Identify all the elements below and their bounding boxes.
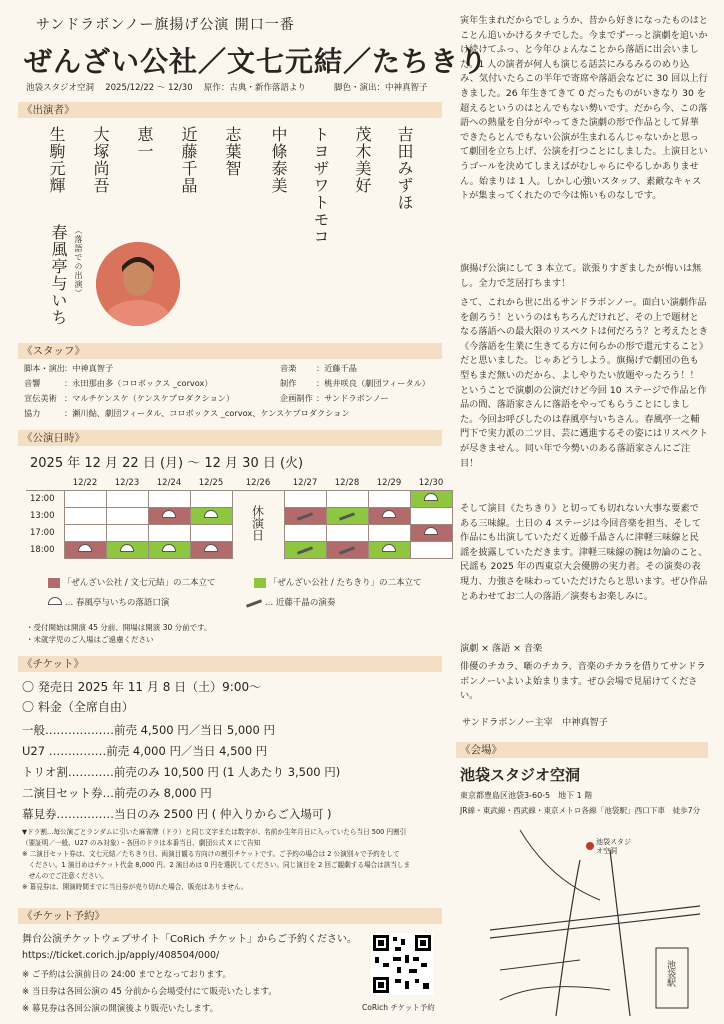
price-line: U27 ……………前売 4,000 円／当日 4,500 円	[22, 744, 268, 758]
shamisen-icon	[297, 546, 313, 554]
qr-caption: CoRich チケット予約	[362, 1003, 435, 1012]
reserve-line: 舞台公演チケットウェブサイト「CoRich チケット」からご予約ください。	[22, 934, 357, 945]
map-station-label: 池袋駅	[665, 960, 675, 987]
schedule-heading: 《公演日時》	[18, 430, 442, 446]
reserve-note: ※ ご予約は公演前日の 24:00 までとなっております。	[22, 970, 232, 980]
cast-name: 茂木美好	[353, 126, 372, 194]
fan-icon	[120, 544, 134, 552]
shamisen-icon	[297, 512, 313, 520]
date-header: 12/30	[410, 476, 452, 490]
venue-short: 池袋スタジオ空洞	[26, 83, 95, 93]
legend-green: 「ぜんざい公社 / たちきり」の二本立て	[254, 577, 421, 589]
schedule-note: ・受付開始は開演 45 分前、開場は開演 30 分前です。	[26, 623, 212, 632]
message-p4: そして演目《たちきり》と切っても切れない大事な要素である三味線。土日の 4 ステージは今回音楽を担当、そして作品にも出演していただく近藤千晶さんに津軽三味線と民謡を披露していただきます。津軽三味線の腕は勿論のこと、民謡も 2025 年の西東京大会優勝の実力者。その演奏の表現力、力強さを味わっていただけたらと思います。ぜひ作品とあわせてお二人の落語／演奏もお楽しみに。	[460, 503, 708, 602]
schedule-note: ・未就学児のご入場はご遠慮ください	[26, 635, 154, 644]
price-line: トリオ割…………前売のみ 10,500 円 (1 人あたり 3,500 円)	[22, 765, 341, 779]
venue-access: JR線・東武線・西武線・東京メトロ各線「池袋駅」西口下車 徒歩7分	[460, 806, 701, 815]
date-header: 12/24	[148, 476, 190, 490]
venue-address: 東京都豊島区池袋3-60-5 地下 1 階	[460, 791, 593, 800]
price-line: 一般………………前売 4,500 円／当日 5,000 円	[22, 723, 275, 737]
fan-icon	[204, 510, 218, 518]
fan-icon	[162, 510, 176, 518]
schedule-table	[26, 476, 453, 559]
message-p6: 俳優のチカラ、噺のチカラ、音楽のチカラを借りてサンドラボンノーいよいよ始まります。ぜひ会場で見届けてください。	[460, 661, 706, 702]
legend-red: 「ぜんざい公社 / 文七元結」の二本立て	[48, 577, 215, 589]
fan-icon	[424, 493, 438, 501]
release-date: 〇 発売日 2025 年 11 月 8 日（土）9:00〜	[22, 680, 262, 694]
fan-icon	[382, 510, 396, 518]
price-line: 二演目セット券…前売のみ 8,000 円	[22, 786, 212, 800]
date-header: 12/23	[106, 476, 148, 490]
original-credit: 原作：古典・新作落語より	[203, 83, 306, 93]
message-p2: 旗揚げ公演にして 3 本立て。欲張りすぎましたが悔いは無し。全力で芝居打ちます！	[460, 263, 702, 289]
cast-name: トヨザワトモコ	[311, 126, 330, 245]
fan-icon	[424, 527, 438, 535]
staff-row: 音響 ：永田那由多（コロボックス _corvox） 制作 ：桃井咲良（劇団フィータル）	[24, 378, 430, 388]
time-label: 18:00	[26, 541, 64, 558]
date-header: 12/25	[190, 476, 232, 490]
guest-note: （落語での出演）	[74, 226, 83, 298]
date-header: 12/27	[284, 476, 326, 490]
cast-name: 中條泰美	[269, 126, 288, 194]
legend-fan: … 春風亭与いちの落語口演	[48, 597, 169, 609]
run-dates: 2025/12/22 〜 12/30	[105, 83, 193, 93]
shamisen-icon	[339, 512, 355, 520]
staff-heading: 《スタッフ》	[18, 343, 442, 359]
message-sign: サンドラボンノー主宰 中神真智子	[462, 717, 608, 728]
shamisen-icon	[339, 546, 355, 554]
staff-row: 脚本・演出：中神真智子 音楽 ：近藤千晶	[24, 363, 357, 373]
cast-name: 近藤千晶	[179, 126, 198, 194]
cast-name: 大塚尚吾	[91, 126, 110, 194]
fan-icon	[382, 544, 396, 552]
venue-heading: 《会場》	[456, 742, 708, 758]
message-p1: 寅年生まれだからでしょうか、昔から好きになったものはとことん追いかけるタチでした。今までずーっと演劇を追いかけ続けてふっ、と今年ひょんなことから落語に出会いました。1 人の演者が何人も演じる話芸にみるみるのめり込み、気付いたらこの半年で寄席や落語会などに 30 回以上行きました。26 年生きてきて 0 だったものがいきなり 30 を超えるというのはとんでもない勢いです。だから今、この落語への熱量を自分がやってきた演劇の形で作品として昇華できたらとんでもない公演が生まれるんじゃないかと思って劇団を立ち上げ、公演を打つことにしました。上演日というゴールを決めてしまえばがむしゃらにやるしかありません。始まりは 1 人。しかし心強いスタッフ、素敵なキャストが集まってくれたので今は怖いものなしです。	[460, 15, 708, 202]
message-p5: 演劇 × 落語 × 音楽	[460, 643, 543, 654]
fan-icon	[162, 544, 176, 552]
date-header: 12/22	[64, 476, 106, 490]
main-title: ぜんざい公社／文七元結／たちきり	[24, 45, 489, 78]
ticket-heading: 《チケット》	[18, 656, 442, 672]
date-header: 12/28	[326, 476, 368, 490]
cast-name: 志葉智	[223, 126, 242, 177]
header-meta	[26, 82, 428, 94]
reserve-note: ※ 当日券は各回公演の 45 分前から会場受付にて販売いたします。	[22, 987, 277, 997]
date-header: 12/29	[368, 476, 410, 490]
time-label: 13:00	[26, 507, 64, 524]
schedule-range: 2025 年 12 月 22 日 (月) 〜 12 月 30 日 (火)	[30, 456, 304, 471]
cast-name: 吉田みずほ	[395, 126, 414, 211]
legend-shamisen: … 近藤千晶の演奏	[246, 597, 335, 609]
director-credit: 脚色・演出：中神真智子	[334, 83, 428, 93]
reserve-heading: 《チケット予約》	[18, 908, 442, 924]
message-p3: さて、これから世に出るサンドラボンノー。面白い演劇作品を創ろう！というのはもちろんだけれど、その上で題材となる落語への最大限のリスペクトは何だろう？と考えたとき《今落語を生業に生きてる方に何らかの形で還元すること》だと思いました。じゃあどうしよう。旗揚げで劇団の色も型もまだ無いのだから、よしやりたい放題やったろう！！ということで演劇の公演だけど今回 10 ステージで作品と作品の間、落語家さんに落語をやってもらうことにしました。今回お呼びしたのは春風亭与いちさん。春風亭一之輔門下で実力派の二ツ目、芸に邁進するその姿にはリスペクトが尽きません。同い年で今勢いのある落語家さんにご注目！	[460, 297, 708, 469]
time-label: 17:00	[26, 524, 64, 541]
qr-code[interactable]	[371, 933, 433, 995]
price-line: 幕見券……………当日のみ 2500 円 ( 仲入りからご入場可 )	[22, 807, 332, 821]
price-heading: 〇 料金（全席自由）	[22, 700, 134, 714]
fan-icon	[78, 544, 92, 552]
venue-name: 池袋スタジオ空洞	[460, 766, 581, 784]
ticket-notes: ▼ドラ割…毎公演ごとランダムに引いた麻雀牌（ドラ）と同じ文字または数字が、名前か生年月日に入っていたら当日 500 円割引 （要証明／一般、U27 のみ対象）・各回のドラは本番当日、劇団公式 X にて告知 ※ 二演目セット券は、文七元結／たちきり目、両演目観る方向けの割引チケットです。ご予約の場合は 2 公演別々で予約をして ください。1 演目めはチケット代金 8,000 円、2 演目めは 0 円を選択してください。同じ演目を 2 回ご観劇する場合は該当しま せんのでご注意ください。 ※ 幕見券は、開演時間までに当日券が売り切れた場合、販売はありません。	[22, 828, 411, 891]
map-venue-label: 池袋スタジオ空洞	[596, 838, 631, 855]
cast-heading: 《出演者》	[18, 102, 442, 118]
reserve-note: ※ 幕見券は各回公演の開演後より販売いたします。	[22, 1004, 219, 1014]
guest-name: 春風亭与いち	[49, 224, 68, 326]
reserve-url[interactable]: https://ticket.corich.jp/apply/408504/000/	[22, 950, 220, 961]
cast-name: 生駒元輝	[47, 126, 66, 194]
closed-day: 休演日	[232, 490, 284, 558]
fan-icon	[204, 544, 218, 552]
cast-name: 恵一	[135, 126, 154, 160]
staff-row: 協力 ：瀬川鮎、劇団フィータル、コロボックス _corvox、ケンスケプロダクション	[24, 408, 350, 418]
date-header: 12/26	[232, 476, 284, 490]
guest-photo	[96, 242, 180, 326]
time-label: 12:00	[26, 490, 64, 507]
org-line: サンドラボンノー旗揚げ公演 開口一番	[36, 17, 295, 33]
staff-row: 宣伝美術 ：マルチケンスケ（ケンスケプロダクション） 企画制作 ：サンドラボンノー	[24, 393, 389, 403]
